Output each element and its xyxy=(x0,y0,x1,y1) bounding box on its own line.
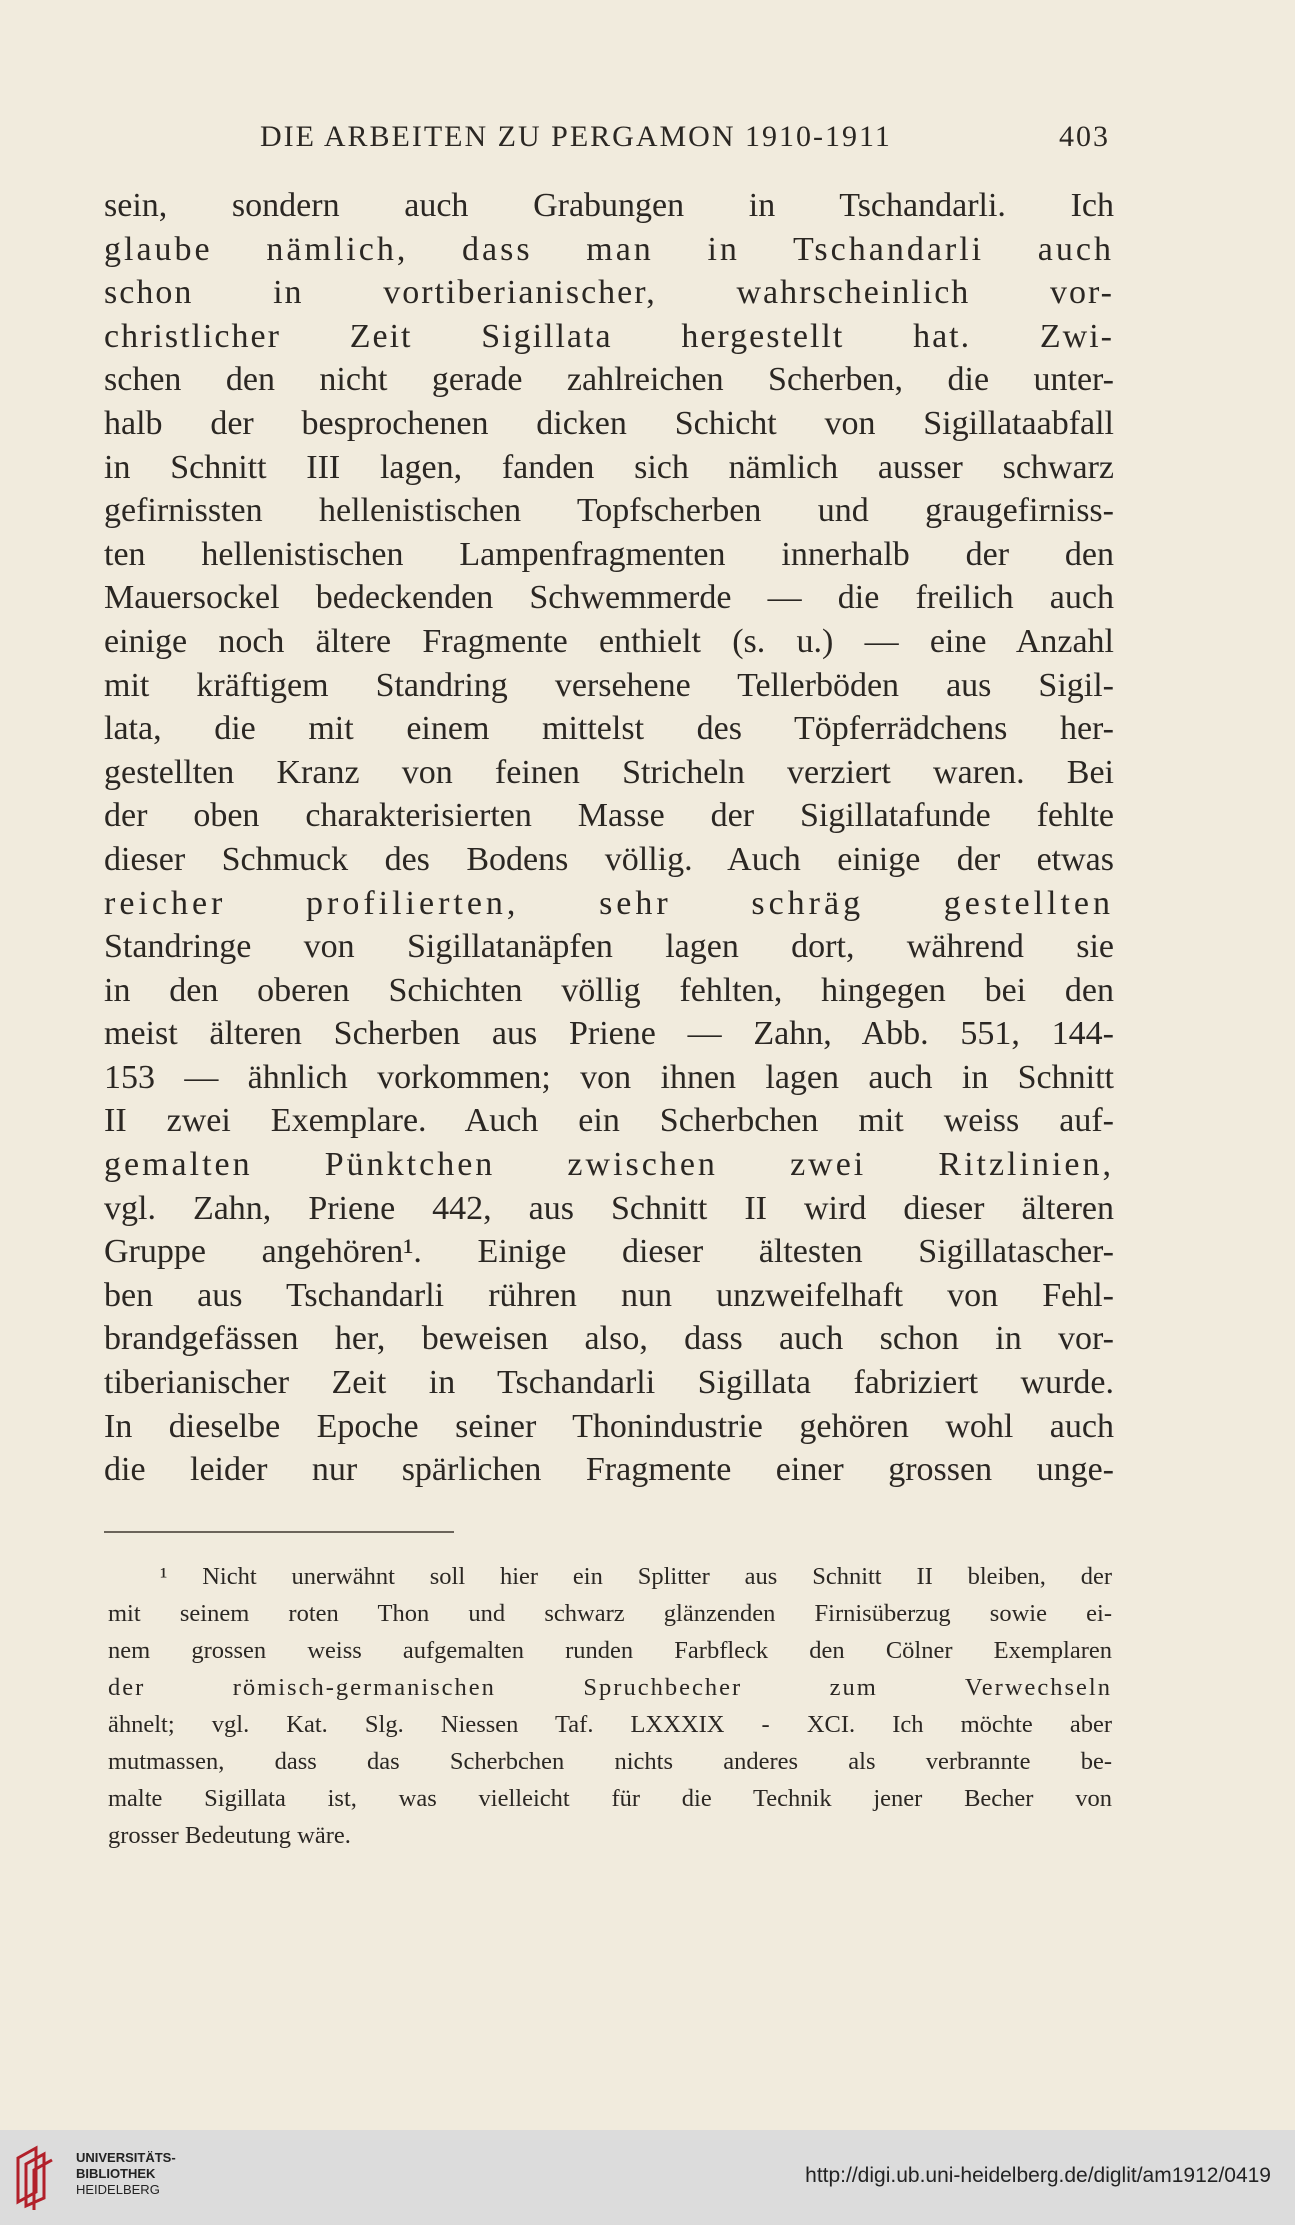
body-line: dieser Schmuck des Bodens völlig. Auch einige der etwas xyxy=(104,840,1114,878)
body-line: gestellten Kranz von feinen Stricheln verziert waren. Bei xyxy=(104,753,1114,791)
footnote-line: mit seinem roten Thon und schwarz glänzenden Firnisüberzug sowie ei- xyxy=(108,1600,1112,1627)
body-line: lata, die mit einem mittelst des Töpferrädchens her- xyxy=(104,710,1114,748)
body-line: Gruppe angehören¹. Einige dieser ältesten Sigillatascher- xyxy=(104,1233,1114,1271)
body-line: sein, sondern auch Grabungen in Tschandarli. Ich xyxy=(104,187,1114,224)
library-logo-icon[interactable] xyxy=(14,2142,70,2212)
body-line: halb der besprochenen dicken Schicht von Sigillataabfall xyxy=(104,404,1114,442)
body-line: brandgefässen her, beweisen also, dass auch schon in vor- xyxy=(104,1320,1114,1358)
body-line: vgl. Zahn, Priene 442, aus Schnitt II wird dieser älteren xyxy=(104,1189,1114,1227)
running-title: DIE ARBEITEN ZU PERGAMON 1910-1911 xyxy=(260,120,892,153)
body-line: der oben charakterisierten Masse der Sigillatafunde fehlte xyxy=(104,797,1114,835)
library-name xyxy=(76,2150,176,2198)
body-line: ben aus Tschandarli rühren nun unzweifelhaft von Fehl- xyxy=(104,1276,1114,1314)
footnote-line: nem grossen weiss aufgemalten runden Farbfleck den Cölner Exemplaren xyxy=(108,1637,1112,1664)
body-line: 153 — ähnlich vorkommen; von ihnen lagen auch in Schnitt xyxy=(104,1058,1114,1096)
body-line: Standringe von Sigillatanäpfen lagen dort, während sie xyxy=(104,928,1114,966)
footnote-line: ähnelt; vgl. Kat. Slg. Niessen Taf. LXXXIX - XCI. Ich möchte aber xyxy=(108,1711,1112,1738)
library-footer xyxy=(0,2130,1295,2225)
permalink-url[interactable]: http://digi.ub.uni-heidelberg.de/diglit/am1912/0419 xyxy=(805,2164,1271,2187)
body-line: schon in vortiberianischer, wahrscheinlich vor- xyxy=(104,274,1114,312)
library-name-line: BIBLIOTHEK xyxy=(76,2166,156,2181)
footnote-divider xyxy=(104,1531,454,1533)
body-line: tiberianischer Zeit in Tschandarli Sigillata fabriziert wurde. xyxy=(104,1364,1114,1402)
body-line: einige noch ältere Fragmente enthielt (s. u.) — eine Anzahl xyxy=(104,622,1114,660)
body-line: die leider nur spärlichen Fragmente einer grossen unge- xyxy=(104,1451,1114,1489)
footnote-line: der römisch-germanischen Spruchbecher zum Verwechseln xyxy=(108,1674,1112,1701)
body-line: reicher profilierten, sehr schräg gestellten xyxy=(104,884,1114,922)
footnote-line: grosser Bedeutung wäre. xyxy=(108,1822,351,1849)
body-line: glaube nämlich, dass man in Tschandarli auch xyxy=(104,230,1114,268)
body-line: in den oberen Schichten völlig fehlten, hingegen bei den xyxy=(104,971,1114,1009)
body-line: gefirnissten hellenistischen Topfscherben und graugefirniss- xyxy=(104,492,1114,530)
body-line: ten hellenistischen Lampenfragmenten innerhalb der den xyxy=(104,535,1114,573)
body-line: II zwei Exemplare. Auch ein Scherbchen mit weiss auf- xyxy=(104,1102,1114,1140)
body-line: meist älteren Scherben aus Priene — Zahn, Abb. 551, 144- xyxy=(104,1015,1114,1053)
body-line: mit kräftigem Standring versehene Tellerböden aus Sigil- xyxy=(104,666,1114,704)
page-header xyxy=(260,120,1110,160)
page-number: 403 xyxy=(1059,120,1110,153)
body-line: christlicher Zeit Sigillata hergestellt hat. Zwi- xyxy=(104,317,1114,355)
body-line: Mauersockel bedeckenden Schwemmerde — die freilich auch xyxy=(104,579,1114,617)
footnote-line: malte Sigillata ist, was vielleicht für die Technik jener Becher von xyxy=(108,1785,1112,1812)
body-line: In dieselbe Epoche seiner Thonindustrie gehören wohl auch xyxy=(104,1407,1114,1445)
footnote-line: ¹ Nicht unerwähnt soll hier ein Splitter aus Schnitt II bleiben, der xyxy=(160,1563,1112,1590)
footnote-line: mutmassen, dass das Scherbchen nichts anderes als verbrannte be- xyxy=(108,1748,1112,1775)
body-line: in Schnitt III lagen, fanden sich nämlich ausser schwarz xyxy=(104,448,1114,486)
body-line: schen den nicht gerade zahlreichen Scherben, die unter- xyxy=(104,361,1114,399)
body-line: gemalten Pünktchen zwischen zwei Ritzlinien, xyxy=(104,1146,1114,1184)
library-name-line: HEIDELBERG xyxy=(76,2182,160,2197)
footnote xyxy=(108,1558,1112,1854)
library-name-line: UNIVERSITÄTS- xyxy=(76,2150,176,2165)
body-text xyxy=(104,184,1114,1492)
